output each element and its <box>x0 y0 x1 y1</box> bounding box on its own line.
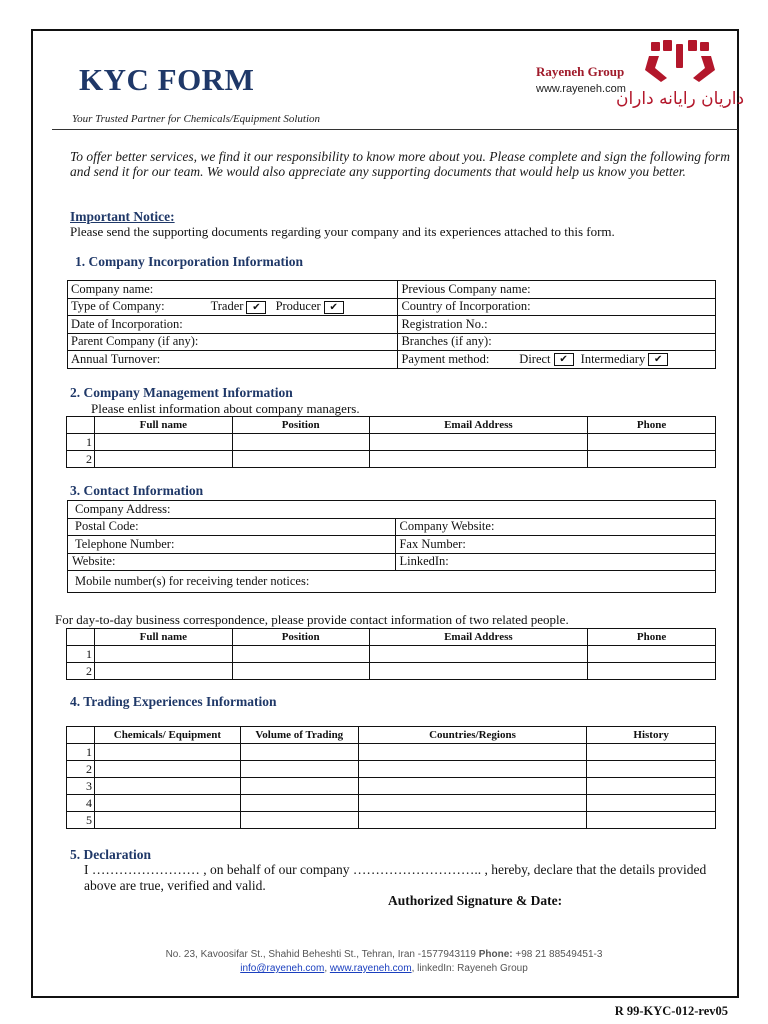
table-cell[interactable] <box>94 451 232 468</box>
row-number: 4 <box>67 795 95 812</box>
footer-linkedin: linkedIn: Rayeneh Group <box>417 963 528 974</box>
mobile-field[interactable]: Mobile number(s) for receiving tender notices: <box>68 571 716 593</box>
row-number: 2 <box>67 761 95 778</box>
website-field[interactable]: Website: <box>68 553 396 571</box>
table-cell[interactable] <box>94 434 232 451</box>
table-cell[interactable] <box>94 663 232 680</box>
col-header: Position <box>232 417 369 434</box>
address-field[interactable]: Company Address: <box>68 501 716 519</box>
section2-heading: 2. Company Management Information <box>70 385 293 400</box>
table-cell[interactable] <box>232 451 369 468</box>
direct-checkbox[interactable]: ✔ <box>554 353 574 366</box>
row-number: 1 <box>67 744 95 761</box>
footer-phone: +98 21 88549451-3 <box>515 949 603 960</box>
table-row <box>67 646 716 663</box>
col-header: Position <box>232 629 369 646</box>
table-cell[interactable] <box>232 663 369 680</box>
table-cell[interactable] <box>358 795 587 812</box>
table-cell[interactable] <box>369 646 588 663</box>
table-cell[interactable] <box>358 744 587 761</box>
intermediary-checkbox[interactable]: ✔ <box>648 353 668 366</box>
postal-field[interactable]: Postal Code: <box>68 518 396 536</box>
contacts-table <box>66 628 716 680</box>
brand-url: www.rayeneh.com <box>536 83 626 95</box>
previous-name-field[interactable]: Previous Company name: <box>398 281 716 299</box>
col-header: Full name <box>94 417 232 434</box>
footer-phone-label: Phone: <box>478 949 513 960</box>
col-header: Full name <box>94 629 232 646</box>
payment-method-field: Payment method: Direct ✔ Intermediary ✔ <box>398 351 716 369</box>
col-header: Chemicals/ Equipment <box>94 727 240 744</box>
linkedin-field[interactable]: LinkedIn: <box>396 553 716 571</box>
contacts-intro: For day-to-day business correspondence, please provide contact information of two related people. <box>55 612 569 627</box>
producer-checkbox[interactable]: ✔ <box>324 301 344 314</box>
telephone-field[interactable]: Telephone Number: <box>68 536 396 554</box>
logo-wordmark: داریان رایانه داران <box>615 89 745 109</box>
footer-address: No. 23, Kavoosifar St., Shahid Beheshti St., Tehran, Iran -1577943119 <box>165 949 476 960</box>
company-type-field: Type of Company: Trader ✔ Producer ✔ <box>68 298 398 316</box>
incorporation-table <box>67 280 716 369</box>
row-number: 1 <box>67 434 95 451</box>
notice-heading: Important Notice: <box>70 209 175 224</box>
table-cell[interactable] <box>94 795 240 812</box>
row-number: 3 <box>67 778 95 795</box>
rayeneh-logo-icon <box>615 38 745 110</box>
section3-heading: 3. Contact Information <box>70 483 204 498</box>
table-cell[interactable] <box>369 451 588 468</box>
date-field[interactable]: Date of Incorporation: <box>68 316 398 334</box>
table-cell[interactable] <box>94 646 232 663</box>
col-header: Countries/Regions <box>358 727 587 744</box>
table-cell[interactable] <box>94 778 240 795</box>
table-cell[interactable] <box>240 744 358 761</box>
table-cell[interactable] <box>588 646 716 663</box>
table-row <box>67 451 716 468</box>
table-cell[interactable] <box>358 812 587 829</box>
table-cell[interactable] <box>232 434 369 451</box>
table-cell[interactable] <box>588 451 716 468</box>
table-cell[interactable] <box>358 778 587 795</box>
header-blank <box>67 417 95 434</box>
trading-table <box>66 726 716 829</box>
section2-subtext: Please enlist information about company managers. <box>91 401 360 416</box>
branches-field[interactable]: Branches (if any): <box>398 333 716 351</box>
country-field[interactable]: Country of Incorporation: <box>398 298 716 316</box>
header-divider <box>52 129 738 130</box>
declaration-text: I …………………… , on behalf of our company ……………………….. , hereby, declare that the details provided above are true, verified and valid. <box>84 862 707 893</box>
col-header: Volume of Trading <box>240 727 358 744</box>
table-row <box>67 744 716 761</box>
table-row <box>67 812 716 829</box>
footer-email-link[interactable]: info@rayeneh.com <box>240 963 325 974</box>
signature-label: Authorized Signature & Date: <box>388 893 563 908</box>
parent-company-field[interactable]: Parent Company (if any): <box>68 333 398 351</box>
managers-table <box>66 416 716 468</box>
company-website-field[interactable]: Company Website: <box>396 518 716 536</box>
col-header: Email Address <box>369 629 588 646</box>
company-name-field[interactable]: Company name: <box>68 281 398 299</box>
row-number: 1 <box>67 646 95 663</box>
table-cell[interactable] <box>240 778 358 795</box>
table-cell[interactable] <box>587 812 716 829</box>
fax-field[interactable]: Fax Number: <box>396 536 716 554</box>
table-cell[interactable] <box>588 663 716 680</box>
trader-checkbox[interactable]: ✔ <box>246 301 266 314</box>
header-blank <box>67 629 95 646</box>
table-cell[interactable] <box>240 761 358 778</box>
footer-address-line <box>0 949 768 960</box>
tagline: Your Trusted Partner for Chemicals/Equipment Solution <box>72 113 321 125</box>
page-title: KYC FORM <box>79 62 255 97</box>
table-cell[interactable] <box>94 761 240 778</box>
table-cell[interactable] <box>240 812 358 829</box>
notice-text: Please send the supporting documents regarding your company and its experiences attached to this form. <box>70 224 615 239</box>
table-row <box>67 663 716 680</box>
section4-heading: 4. Trading Experiences Information <box>70 694 277 709</box>
table-cell[interactable] <box>369 663 588 680</box>
footer-contact-line: info@rayeneh.com, www.rayeneh.com, linkedIn: Rayeneh Group <box>240 963 528 974</box>
intro-paragraph: To offer better services, we find it our responsibility to know more about you. Please complete and sign the following form and send it for our team. We would also appreciate any supporting documents that would help us know you better. <box>70 149 730 179</box>
registration-field[interactable]: Registration No.: <box>398 316 716 334</box>
row-number: 2 <box>67 663 95 680</box>
table-cell[interactable] <box>232 646 369 663</box>
table-cell[interactable] <box>588 434 716 451</box>
table-cell[interactable] <box>240 795 358 812</box>
row-number: 5 <box>67 812 95 829</box>
table-row <box>67 761 716 778</box>
footer-site-link[interactable]: www.rayeneh.com <box>329 963 412 974</box>
col-header: Phone <box>588 417 716 434</box>
turnover-field[interactable]: Annual Turnover: <box>68 351 398 369</box>
section1-heading: 1. Company Incorporation Information <box>75 254 304 269</box>
col-header: Email Address <box>369 417 588 434</box>
table-cell[interactable] <box>587 795 716 812</box>
table-row <box>67 778 716 795</box>
document-code: R 99-KYC-012-rev05 <box>614 1004 728 1018</box>
table-cell[interactable] <box>94 744 240 761</box>
col-header: History <box>587 727 716 744</box>
col-header: Phone <box>588 629 716 646</box>
table-cell[interactable] <box>369 434 588 451</box>
section5-heading: 5. Declaration <box>70 847 151 862</box>
row-number: 2 <box>67 451 95 468</box>
table-row <box>67 434 716 451</box>
contact-table <box>67 500 716 593</box>
brand-name: Rayeneh Group <box>536 64 625 79</box>
table-cell[interactable] <box>587 744 716 761</box>
table-cell[interactable] <box>358 761 587 778</box>
table-cell[interactable] <box>587 761 716 778</box>
header-blank <box>67 727 95 744</box>
table-cell[interactable] <box>94 812 240 829</box>
table-row <box>67 795 716 812</box>
table-cell[interactable] <box>587 778 716 795</box>
